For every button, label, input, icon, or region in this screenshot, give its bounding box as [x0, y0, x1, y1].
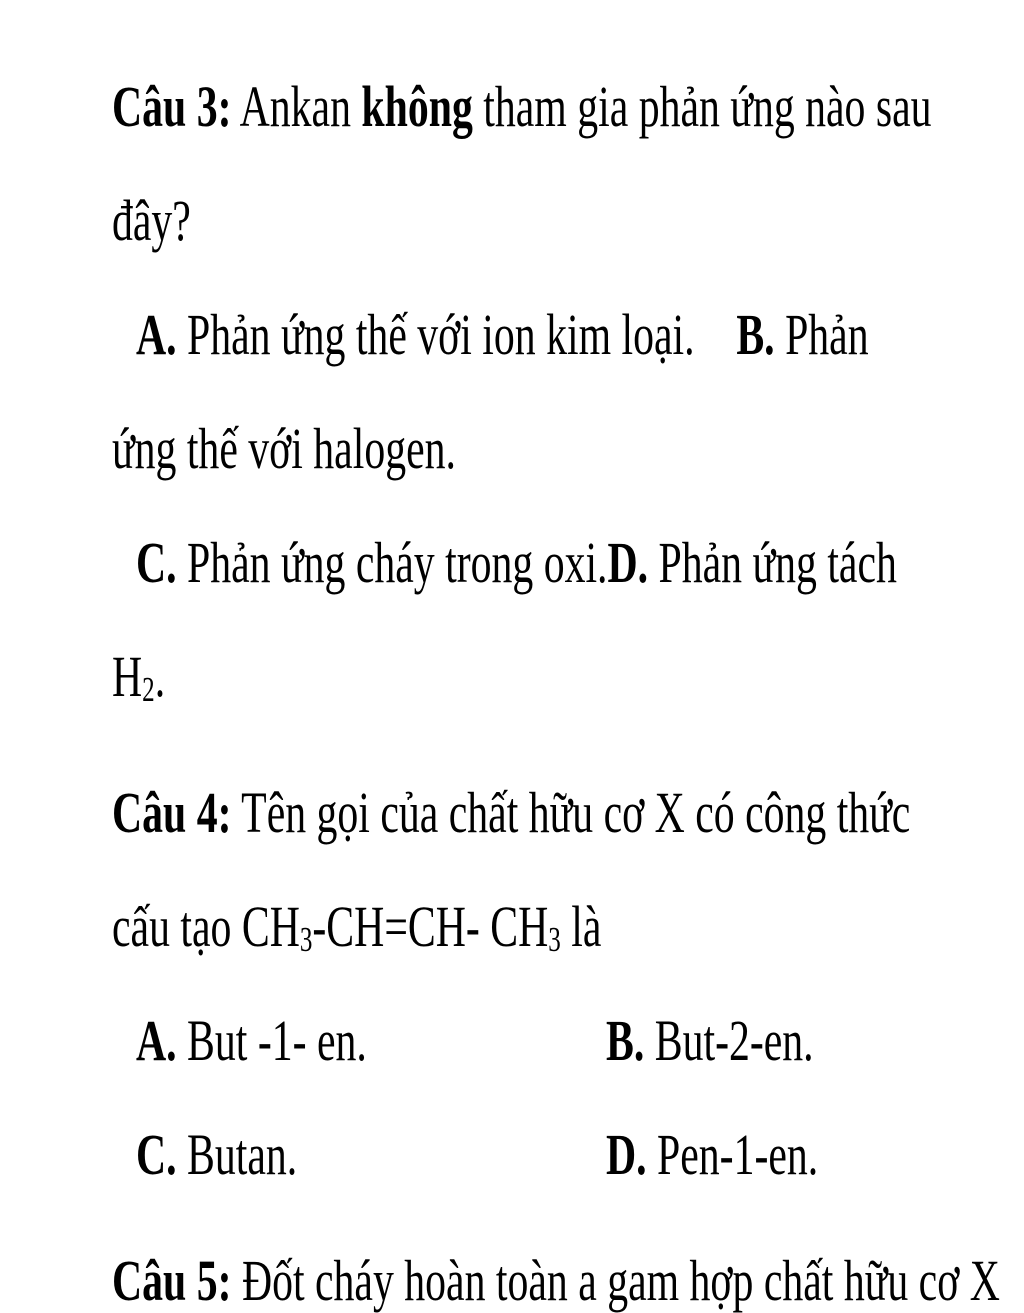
q3-option-b-letter: B. [736, 302, 775, 367]
q3-stem-line1: Câu 3: Ankan không tham gia phản ứng nào sau [112, 74, 932, 139]
q3-option-c-and-d [136, 530, 897, 595]
q4-option-c: C. Butan. [136, 1122, 298, 1187]
q3-option-d-continued: $H_2$. [112, 644, 166, 710]
q4-option-b: B. But-2-en. [606, 1008, 814, 1073]
q4-stem-line2: cấu tạo $CH_3-CH=CH-$ $CH_3$ là [112, 894, 602, 960]
q3-option-b-continued: ứng thế với halogen. [112, 416, 456, 481]
q4-option-a: A. But -1- en. [136, 1008, 367, 1073]
q3-option-a-letter: A. [136, 302, 177, 367]
q4-stem-line1: Câu 4: Tên gọi của chất hữu cơ X có công thức [112, 780, 911, 845]
q3-stem-line2: đây? [112, 188, 191, 253]
q5-partial-line: Câu 5: Đốt cháy hoàn toàn a gam hợp chất hữu cơ X [112, 1248, 1000, 1313]
q3-option-b-text: Phản [774, 302, 869, 367]
q4-label: Câu 4: [112, 780, 232, 845]
q3-label: Câu 3: [112, 74, 232, 139]
q3-option-c-text: Phản ứng cháy trong oxi. [176, 530, 608, 595]
q3-option-c-letter: C. [136, 530, 177, 595]
q3-option-a-text: Phản ứng thế với ion kim loại. [176, 302, 695, 367]
q3-emphasis: không [361, 74, 473, 139]
q3-option-d-text: Phản ứng tách [648, 530, 897, 595]
q3-option-d-letter: D. [607, 530, 649, 595]
q3-option-a-and-b [136, 302, 869, 367]
q4-option-d: D. Pen-1-en. [606, 1122, 819, 1187]
